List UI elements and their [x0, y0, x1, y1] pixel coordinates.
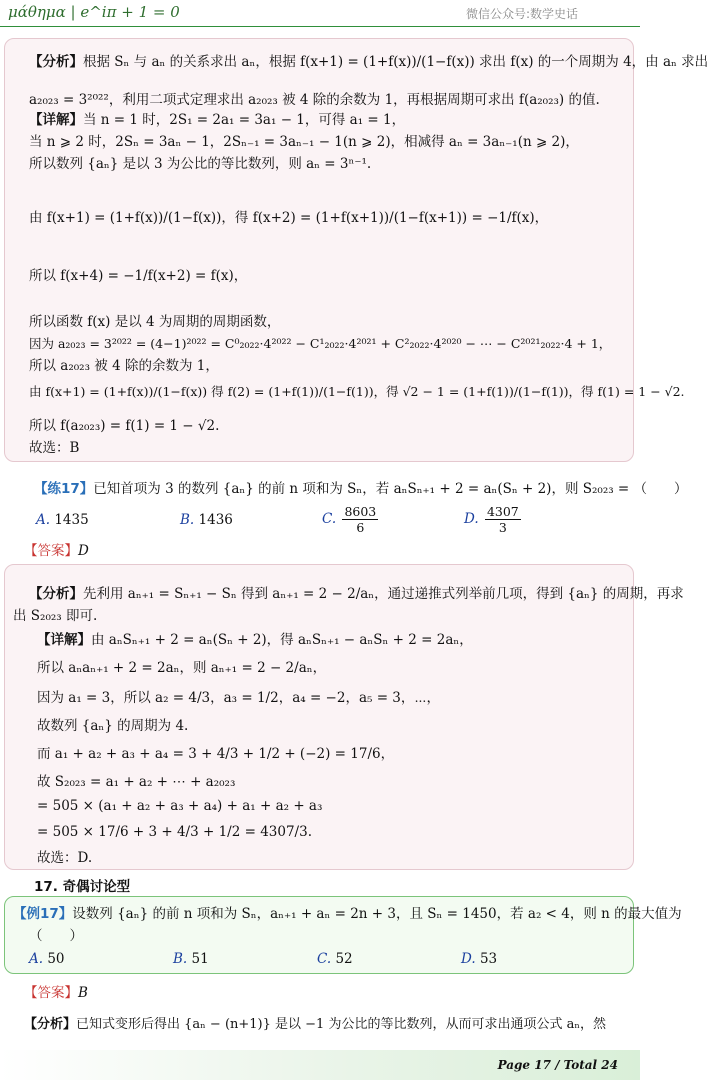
practice17-option-d[interactable]: D. $\frac{4307}{3}$ [464, 504, 519, 535]
detail-line-2: 当 n ⩾ 2 时，2Sₙ = 3aₙ − 1，2Sₙ₋₁ = 3aₙ₋₁ − 1(n ⩾ 2)，相减得 aₙ = 3aₙ₋₁(n ⩾ 2)， [29, 134, 579, 150]
detail-line-7: 因为 a₂₀₂₃ = 3²⁰²² = (4−1)²⁰²² = C⁰₂₀₂₂·4²⁰²² − C¹₂₀₂₂·4²⁰²¹ + C²₂₀₂₂·4²⁰²⁰ − ⋯ − C²⁰²¹₂₀₂₂·4 + 1， [29, 336, 612, 351]
example17-box [4, 896, 682, 974]
p17-detail-line-2: 所以 aₙaₙ₊₁ + 2 = 2aₙ，则 aₙ₊₁ = 2 − 2/aₙ， [37, 660, 327, 676]
example17-option-c[interactable]: C. 52 [317, 951, 353, 967]
p17-detail-line-3: 因为 a₁ = 3，所以 a₂ = 4/3，a₃ = 1/2，a₄ = −2，a₅ = 3，⋯， [37, 690, 441, 706]
p17-choice-line: 故选：D. [37, 850, 93, 866]
example17-stem: 【例17】设数列 {aₙ} 的前 n 项和为 Sₙ，aₙ₊₁ + aₙ = 2n + 3，且 Sₙ = 1450，若 a₂ < 4，则 n 的最大值为 [13, 906, 682, 922]
p17-analysis-line-1: 【分析】先利用 aₙ₊₁ = Sₙ₊₁ − Sₙ 得到 aₙ₊₁ = 2 − 2/aₙ，通过递推式列举前几项，得到 {aₙ} 的周期，再求 [29, 586, 684, 602]
practice17-option-a[interactable]: A. 1435 [36, 512, 89, 528]
example17-analysis: 【分析】已知式变形后得出 {aₙ − (n+1)} 是以 −1 为公比的等比数列，从而可求出通项公式 aₙ，然 [24, 1017, 606, 1032]
solution-box-practice17 [4, 564, 684, 870]
page-footer [0, 1050, 640, 1080]
example17-option-b[interactable]: B. 51 [173, 951, 209, 967]
detail-line-10: 所以 f(a₂₀₂₃) = f(1) = 1 − √2. [29, 418, 220, 434]
example17-stem-line-2: （ ） [29, 928, 83, 944]
p17-detail-line-1: 【详解】由 aₙSₙ₊₁ + 2 = aₙ(Sₙ + 2)，得 aₙSₙ₊₁ − aₙSₙ + 2 = 2aₙ， [37, 632, 473, 648]
detail-line-5: 所以 f(x+4) = −1/f(x+2) = f(x)， [29, 268, 248, 284]
header-wechat: 微信公众号:数学史话 [465, 7, 578, 21]
practice17-option-b[interactable]: B. 1436 [180, 512, 233, 528]
example17-option-d[interactable]: D. 53 [461, 951, 498, 967]
p17-detail-line-6: 故 S₂₀₂₃ = a₁ + a₂ + ⋯ + a₂₀₂₃ [37, 774, 236, 790]
practice17-answer: 【答案】D [24, 543, 89, 559]
p17-analysis-line-2: 出 S₂₀₂₃ 即可. [13, 608, 98, 624]
detail-line-4: 由 f(x+1) = (1+f(x))/(1−f(x))，得 f(x+2) = (1+f(x+1))/(1−f(x+1)) = −1/f(x)， [29, 210, 549, 226]
p17-detail-line-7: = 505 × (a₁ + a₂ + a₃ + a₄) + a₁ + a₂ + a₃ [37, 798, 323, 814]
detail-line-3: 所以数列 {aₙ} 是以 3 为公比的等比数列，则 aₙ = 3ⁿ⁻¹. [29, 156, 372, 172]
p17-detail-line-8: = 505 × 17/6 + 3 + 4/3 + 1/2 = 4307/3. [37, 824, 312, 840]
practice17-option-c[interactable]: C. $\frac{8603}{6}$ [322, 504, 377, 535]
p17-detail-line-4: 故数列 {aₙ} 的周期为 4. [37, 718, 189, 734]
analysis-line-1: 【分析】根据 Sₙ 与 aₙ 的关系求出 aₙ，根据 f(x+1) = (1+f(x))/(1−f(x)) 求出 f(x) 的一个周期为 4，由 aₙ 求出 [29, 54, 708, 70]
header-logo: μάθημα | e^iπ + 1 = 0 [8, 3, 180, 21]
analysis-line-2: a₂₀₂₃ = 3²⁰²²，利用二项式定理求出 a₂₀₂₃ 被 4 除的余数为 1，再根据周期可求出 f(a₂₀₂₃) 的值. [29, 92, 600, 108]
example17-answer: 【答案】B [24, 985, 88, 1001]
example17-option-a[interactable]: A. 50 [29, 951, 65, 967]
practice17-stem: 【练17】已知首项为 3 的数列 {aₙ} 的前 n 项和为 Sₙ，若 aₙSₙ₊₁ + 2 = aₙ(Sₙ + 2)，则 S₂₀₂₃ = （ ） [34, 481, 688, 497]
section-title: 17. 奇偶讨论型 [34, 879, 131, 895]
detail-line-1: 【详解】当 n = 1 时，2S₁ = 2a₁ = 3a₁ − 1，可得 a₁ = 1， [29, 112, 406, 128]
p17-detail-line-5: 而 a₁ + a₂ + a₃ + a₄ = 3 + 4/3 + 1/2 + (−2) = 17/6， [37, 746, 395, 762]
detail-line-8: 所以 a₂₀₂₃ 被 4 除的余数为 1， [29, 358, 219, 374]
detail-line-6: 所以函数 f(x) 是以 4 为周期的周期函数， [29, 314, 281, 330]
page-number: Page 17 / Total 24 [497, 1058, 618, 1072]
page-header [0, 0, 640, 27]
solution-box-ex17 [4, 38, 708, 462]
detail-line-9: 由 f(x+1) = (1+f(x))/(1−f(x)) 得 f(2) = (1+f(1))/(1−f(1))，得 √2 − 1 = (1+f(1))/(1−f(1))，得 f(1) = 1 − √2. [29, 384, 685, 399]
choice-line: 故选：B [29, 440, 80, 456]
